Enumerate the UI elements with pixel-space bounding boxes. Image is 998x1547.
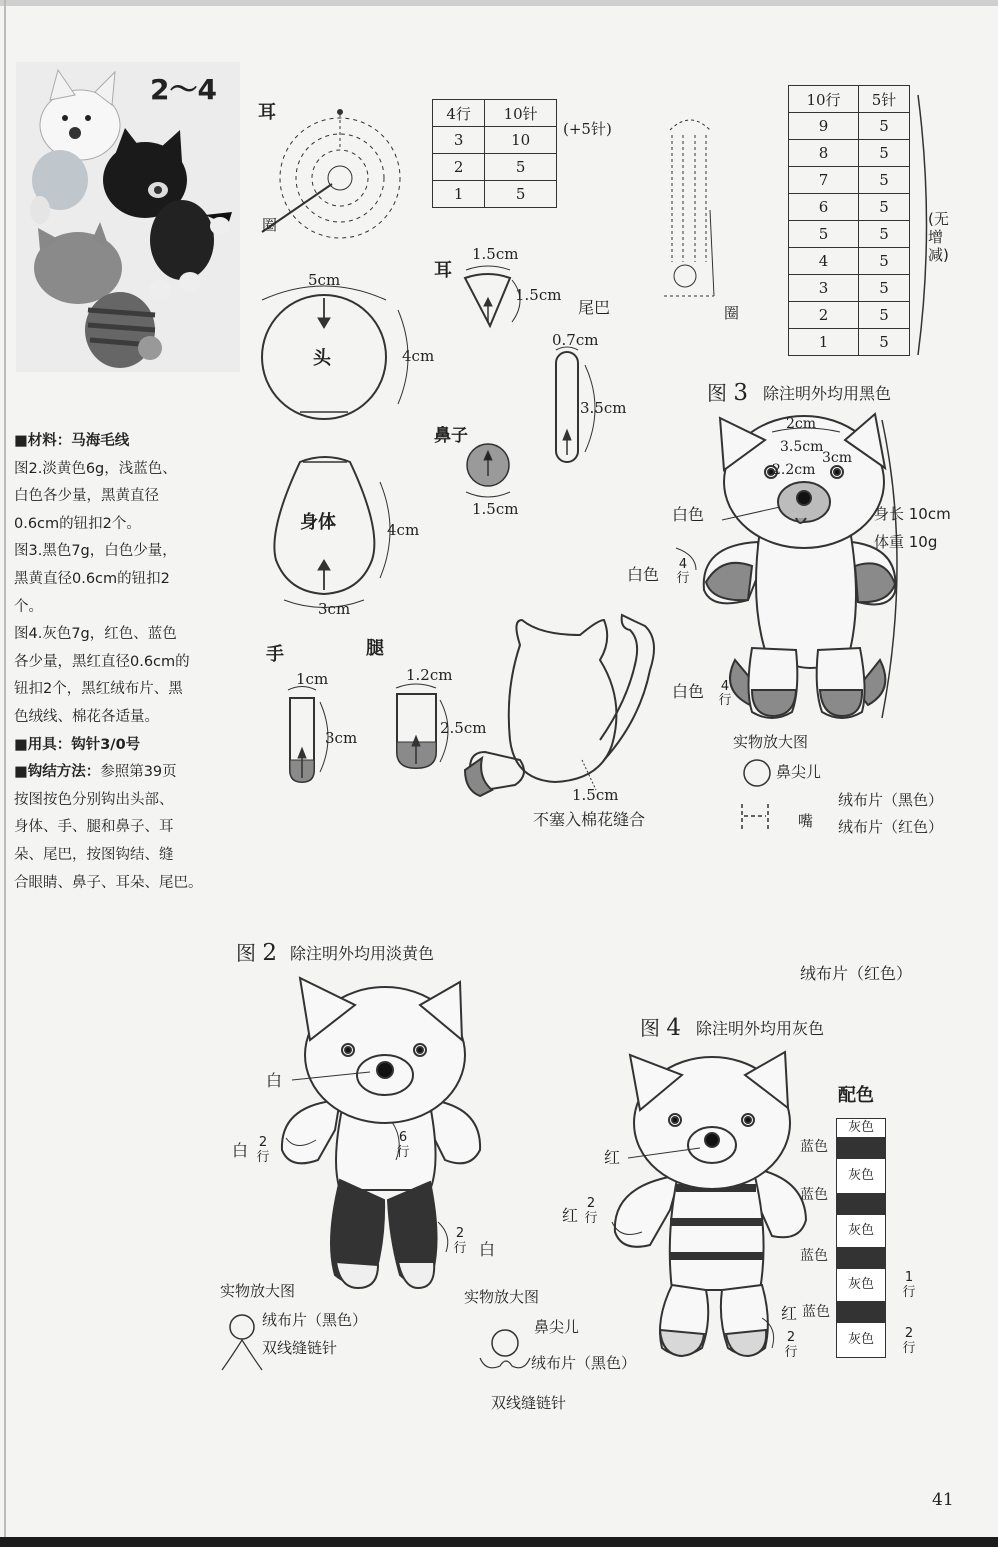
fig4-rows-hand-num: 2: [586, 1196, 596, 1211]
fig3-body-length: 身长 10cm: [874, 505, 951, 523]
tail-table-cell: 9: [789, 113, 859, 140]
fig3-nose-tip-circle: [744, 760, 770, 786]
figure3-cat-drawing: [676, 414, 897, 718]
tail-table-cell: 1: [789, 329, 859, 356]
tail-crochet-chart: [664, 120, 714, 296]
middle-enlarge-label: 实物放大图: [464, 1288, 540, 1306]
fig4-rows-hand-unit: 行: [584, 1211, 598, 1226]
fig2-rows-leg-unit: 行: [453, 1241, 467, 1256]
color-chart-heading: 配色: [838, 1085, 874, 1106]
fig4-red-leg: 红: [781, 1304, 798, 1323]
swatch-grey: 灰色: [836, 1118, 886, 1138]
tail-table-cell: 2: [789, 302, 859, 329]
fig3-mouth-label: 嘴: [798, 812, 814, 830]
swatch-blue: [836, 1138, 886, 1158]
head-width: 5cm: [308, 271, 341, 289]
body-height: 4cm: [387, 521, 420, 539]
color-rows-1-unit: 行: [902, 1285, 916, 1300]
fig2-chain-stitch: [222, 1340, 262, 1370]
swatch-label-blue: 蓝色: [800, 1139, 828, 1155]
method-line: 参照第39页: [100, 764, 177, 781]
ear-table-cell: 10针: [485, 100, 557, 127]
fig2-detail-circle: [230, 1315, 254, 1339]
ear-chart-label: 耳: [258, 102, 276, 123]
materials-line: 各少量，黑红直径0.6cm的: [14, 653, 190, 670]
tail-table-cell: 3: [789, 275, 859, 302]
swatch-blue: [836, 1248, 886, 1268]
materials-line: 个。: [14, 598, 43, 615]
head-label: 头: [313, 348, 331, 369]
ear-table-cell: 2: [433, 154, 485, 181]
fig2-white-hand: 白: [232, 1141, 249, 1160]
fig3-caption: 除注明外均用黑色: [763, 384, 892, 403]
fig2-rows-leg: [453, 1226, 467, 1256]
tools-line: ■用具：钩针3/0号: [14, 736, 141, 753]
tail-table-cell: 5: [859, 248, 910, 275]
materials-line: 钮扣2个，黑红绒布片、黑: [14, 681, 183, 698]
fig3-white-face: 白色: [672, 505, 705, 524]
materials-section: [14, 428, 222, 897]
tail-table-cell: 5针: [859, 86, 910, 113]
body-label: 身体: [300, 512, 336, 533]
materials-line: 图4.灰色7g，红色、蓝色: [14, 626, 177, 643]
fig2-num-digit: 2: [262, 940, 277, 966]
tail-table-cell: 5: [859, 113, 910, 140]
tail-table-cell: 7: [789, 167, 859, 194]
head-height: 4cm: [402, 347, 435, 365]
fig3-white-leg: 白色: [672, 682, 705, 701]
materials-line: 黑黄直径0.6cm的钮扣2: [14, 570, 170, 587]
fig3-body-weight: 体重 10g: [874, 533, 938, 551]
color-rows-1-num: 1: [904, 1270, 914, 1285]
materials-line: 色绒线、棉花各适量。: [14, 708, 159, 725]
middle-felt-black: 绒布片（黑色）: [531, 1354, 637, 1372]
page-number: 41: [932, 1490, 954, 1510]
tail-table-cell: 4: [789, 248, 859, 275]
fig3-num-char: 图: [707, 381, 727, 405]
fig4-rows-hand: [584, 1196, 598, 1226]
fig2-caption: 除注明外均用淡黄色: [290, 944, 435, 963]
fig3-dim: 3.5cm: [780, 439, 824, 455]
fig2-rows-hand: [256, 1135, 270, 1165]
materials-heading: ■材料：马海毛线: [14, 433, 130, 449]
tail-ring-label: 圈: [724, 304, 740, 322]
leg-height: 2.5cm: [440, 719, 487, 737]
leg-width: 1.2cm: [406, 666, 453, 684]
hand-width: 1cm: [296, 670, 329, 688]
fig3-dim: 3cm: [822, 450, 853, 466]
photo-amigurumi-cats: [16, 62, 240, 372]
body-width: 3cm: [318, 600, 351, 618]
seam-note: 不塞入棉花缝合: [533, 810, 646, 829]
fig4-red-face: 红: [604, 1148, 621, 1167]
fig4-num-digit: 4: [666, 1015, 681, 1041]
swatch-blue: [836, 1194, 886, 1214]
middle-chain-label: 双线缝链针: [491, 1394, 567, 1412]
fig3-rows-leg-num: 4: [720, 679, 730, 694]
fig2-rows-body-num: 6: [398, 1130, 408, 1145]
fig4-number: [640, 1017, 681, 1040]
method-line: 身体、手、腿和鼻子、耳: [14, 819, 174, 836]
fig2-number: [236, 942, 277, 965]
tail-table-cell: 5: [859, 140, 910, 167]
swatch-grey: 灰色: [836, 1158, 886, 1194]
tail-table-cell: 5: [859, 329, 910, 356]
ear-crochet-chart: [262, 110, 400, 239]
swatch-grey: 灰色: [836, 1322, 886, 1358]
fig2-white-face: 白: [266, 1071, 283, 1090]
nose-part-label: 鼻子: [434, 426, 468, 446]
ear-increase-note: (+5针): [563, 120, 612, 138]
figure4-cat-drawing: [612, 1052, 806, 1356]
fig4-rows-leg-unit: 行: [784, 1345, 798, 1360]
ear-table-cell: 10: [485, 127, 557, 154]
fig4-caption: 除注明外均用灰色: [696, 1019, 825, 1038]
ear-stitch-table: [432, 99, 557, 208]
swatch-label-blue: 蓝色: [800, 1187, 828, 1203]
page-title: 2～4: [150, 73, 217, 106]
nose-part: [466, 444, 510, 497]
ear-table-cell: 1: [433, 181, 485, 208]
color-rows-2-unit: 行: [902, 1341, 916, 1356]
fig4-num-char: 图: [640, 1016, 660, 1040]
fig3-nose-tip-label: 鼻尖儿: [776, 763, 822, 781]
fig3-mouth-shape: [742, 804, 768, 832]
ear-table-cell: 5: [485, 154, 557, 181]
ear-part-label: 耳: [434, 260, 452, 281]
fig3-felt-red: 绒布片（红色）: [838, 818, 944, 836]
fig3-rows-hand: [676, 558, 690, 586]
materials-line: 0.6cm的钮扣2个。: [14, 515, 141, 532]
middle-nose-tip-label: 鼻尖儿: [534, 1318, 580, 1336]
tail-part-label: 尾巴: [578, 298, 611, 317]
tail-table-cell: 6: [789, 194, 859, 221]
method-line: 朵、尾巴，按图钩结、缝: [14, 846, 174, 863]
nose-size: 1.5cm: [472, 500, 519, 518]
tail-table-cell: 5: [859, 302, 910, 329]
fig2-chain-label: 双线缝链针: [262, 1339, 338, 1357]
swatch-blue: [836, 1302, 886, 1322]
tail-table-cell: 10行: [789, 86, 859, 113]
middle-detail-circle: [492, 1330, 518, 1356]
fig2-rows-body-unit: 行: [396, 1145, 410, 1160]
fig4-rows-leg: [784, 1330, 798, 1360]
ear-table-cell: 3: [433, 127, 485, 154]
scan-edge-top: [0, 0, 998, 6]
leg-part-label: 腿: [366, 638, 384, 659]
tail-table-cell: 5: [859, 275, 910, 302]
fig2-rows-body: [396, 1130, 410, 1160]
tail-height: 3.5cm: [580, 399, 627, 417]
fig2-rows-leg-num: 2: [455, 1226, 465, 1241]
materials-line: 图2.淡黄色6g，浅蓝色、: [14, 460, 177, 477]
sitting-cat-back-view: [465, 615, 654, 796]
hand-height: 3cm: [325, 729, 358, 747]
head-part: [262, 286, 408, 419]
ear-height: 1.5cm: [515, 286, 562, 304]
fig2-num-char: 图: [236, 941, 256, 965]
fig2-felt-black: 绒布片（黑色）: [262, 1311, 368, 1329]
method-line: 合眼睛、鼻子、耳朵、尾巴。: [14, 874, 203, 891]
ear-width: 1.5cm: [472, 245, 519, 263]
fig3-number: [707, 382, 748, 405]
fig3-dim: 2.2cm: [772, 462, 816, 478]
fig2-rows-hand-unit: 行: [256, 1150, 270, 1165]
color-rows-2: [902, 1326, 916, 1356]
hand-part: [288, 687, 328, 783]
tail-table-cell: 5: [859, 167, 910, 194]
materials-line: 图3.黑色7g，白色少量，: [14, 543, 177, 560]
fig3-num-digit: 3: [733, 380, 748, 406]
fig3-rows-leg: [718, 680, 732, 708]
figure2-cat-drawing: [282, 978, 480, 1288]
color-rows-1: [902, 1270, 916, 1300]
fig4-top-note: 绒布片（红色）: [800, 964, 913, 983]
tail-table-cell: 5: [859, 221, 910, 248]
tail-table-cell: 8: [789, 140, 859, 167]
tail-table-cell: 5: [859, 194, 910, 221]
tail-table-cell: 5: [789, 221, 859, 248]
middle-mouth-curve: [480, 1358, 530, 1368]
fig2-rows-hand-num: 2: [258, 1135, 268, 1150]
method-heading: ■钩结方法：: [14, 764, 101, 781]
fig2-white-leg: 白: [479, 1240, 496, 1259]
scan-edge-bottom: [0, 1537, 998, 1547]
seam-length: 1.5cm: [572, 786, 619, 804]
method-line: 按图按色分别钩出头部、: [14, 791, 174, 808]
fig3-rows-hand-num: 4: [678, 557, 688, 572]
swatch-label-blue: 蓝色: [802, 1304, 830, 1320]
fig3-white-hand: 白色: [627, 565, 660, 584]
materials-line: 白色各少量，黑黄直径: [14, 488, 159, 505]
fig3-rows-leg-unit: 行: [718, 693, 732, 708]
ear-ring-label: 圈: [262, 216, 278, 234]
fig3-rows-hand-unit: 行: [676, 571, 690, 586]
swatch-grey: 灰色: [836, 1268, 886, 1302]
ear-table-cell: 5: [485, 181, 557, 208]
fig3-felt-black: 绒布片（黑色）: [838, 791, 944, 809]
fig4-rows-leg-num: 2: [786, 1330, 796, 1345]
fig2-enlarge-label: 实物放大图: [220, 1282, 296, 1300]
fig3-dim: 2cm: [786, 416, 817, 432]
swatch-label-blue: 蓝色: [800, 1248, 828, 1264]
hand-part-label: 手: [266, 644, 284, 665]
ear-part: [465, 266, 520, 326]
tail-stitch-table: [788, 85, 910, 356]
fig3-enlarge-label: 实物放大图: [733, 733, 809, 751]
tail-table-brace: [918, 95, 927, 355]
swatch-grey: 灰色: [836, 1214, 886, 1248]
ear-table-cell: 4行: [433, 100, 485, 127]
color-rows-2-num: 2: [904, 1326, 914, 1341]
tail-no-change-note: (无增减): [928, 210, 949, 264]
tail-width: 0.7cm: [552, 331, 599, 349]
fig4-red-hand: 红: [562, 1206, 579, 1225]
